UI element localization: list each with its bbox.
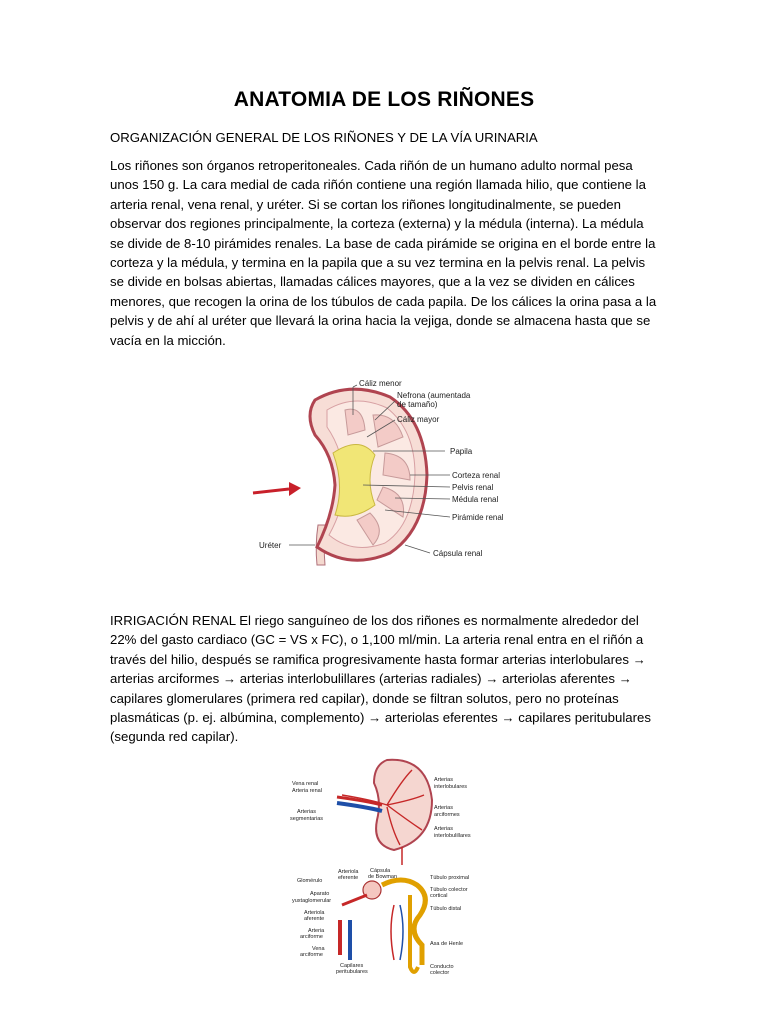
label-capsula-bowman: Cápsula bbox=[370, 868, 391, 874]
label-aparato: Aparato bbox=[310, 891, 330, 897]
label-vena-renal: Vena renal bbox=[292, 781, 319, 787]
label-glomerulo: Glomérulo bbox=[297, 878, 323, 884]
label-arteriola-aferente-2: aferente bbox=[304, 916, 325, 922]
label-caliz-mayor: Cáliz mayor bbox=[397, 415, 440, 424]
label-arteria-renal: Arteria renal bbox=[292, 788, 322, 794]
kidney-shape bbox=[374, 760, 432, 850]
arrow-head-icon bbox=[289, 482, 301, 496]
label-piramide: Pirámide renal bbox=[452, 513, 504, 522]
renal-circulation-illustration bbox=[282, 755, 500, 985]
label-ureter: Uréter bbox=[259, 541, 282, 550]
label-arciformes-2: arciformes bbox=[434, 812, 460, 818]
tubule-shape bbox=[382, 880, 425, 965]
label-vena-arciforme-2: arciforme bbox=[300, 952, 323, 958]
label-capilares: Capilares bbox=[340, 963, 364, 969]
page-title: ANATOMIA DE LOS RIÑONES bbox=[233, 88, 535, 111]
kidney-section-illustration bbox=[245, 375, 535, 575]
label-papila: Papila bbox=[450, 447, 473, 456]
label-arteria-arciforme-2: arciforme bbox=[300, 934, 323, 940]
label-capsula: Cápsula renal bbox=[433, 549, 483, 558]
section-heading: ORGANIZACIÓN GENERAL DE LOS RIÑONES Y DE LA VÍA URINARIA bbox=[110, 130, 538, 145]
label-interlobulillares-2: interlobulillares bbox=[434, 833, 471, 839]
label-arteriola-eferente-2: eferente bbox=[338, 875, 359, 881]
label-conducto-2: colector bbox=[430, 970, 450, 976]
paragraph-irrigacion: IRRIGACIÓN RENAL El riego sanguíneo de los dos riñones es normalmente alrededor del 22% del gasto cardiaco (GC = VS x FC), o 1,100 ml/min. La arteria renal entra en el riñón a través del hilio, después se ramifica progresivamente hasta formar arterias interlobulares → arterias arciformes → arterias interlobulillares (arterias radiales) → arteriolas aferentes → capilares glomerulares (primera red capilar), donde se filtran solutos, pero no proteínas plasmáticas (p. ej. albúmina, complemento) → arteriolas eferentes → capilares peritubulares (segunda red capilar). bbox=[110, 613, 651, 745]
paragraph-organizacion: Los riñones son órganos retroperitoneales. Cada riñón de un humano adulto normal pesa unos 150 g. La cara medial de cada riñón contiene una región llamada hilio, que contiene la arteria renal, vena renal, y uréter. Si se cortan los riñones longitudinalmente, se pueden observar dos regiones principalmente, la corteza (externa) y la médula (interna). La médula se divide de 8-10 pirámides renales. La base de cada pirámide se origina en el borde entre la corteza y la médula, y termina en la papila que a su vez termina en la pelvis renal. La pelvis se divide en bolsas abiertas, llamadas cálices mayores, que a la vez se dividen en cálices menores, que recogen la orina de los túbulos de cada papila. De los cálices la orina pasa a la pelvis y de ahí al uréter que llevará la orina hacia la vejiga, donde se almacena hasta que se vacía en la micción. bbox=[110, 158, 657, 348]
label-tubulo-colector: Túbulo colector bbox=[430, 887, 468, 893]
arrow-icon bbox=[253, 489, 289, 493]
label-asa-henle: Asa de Henle bbox=[430, 941, 464, 947]
renal-pelvis-shape bbox=[333, 444, 375, 516]
label-tubulo-colector-2: cortical bbox=[430, 893, 448, 899]
label-interlobulares-2: interlobulares bbox=[434, 784, 468, 790]
kidney-section-figure bbox=[245, 375, 535, 575]
label-aparato-2: yuxtaglomerular bbox=[292, 898, 332, 904]
label-pelvis: Pelvis renal bbox=[452, 483, 494, 492]
label-arterias-segmentarias: Arterias bbox=[297, 809, 316, 815]
renal-circulation-figure bbox=[282, 755, 500, 985]
label-conducto: Conducto bbox=[430, 964, 454, 970]
label-tubulo-distal: Túbulo distal bbox=[430, 906, 462, 912]
label-vena-arciforme: Vena bbox=[312, 946, 325, 952]
label-corteza: Corteza renal bbox=[452, 471, 501, 480]
label-arteriola-aferente: Arteriola bbox=[304, 910, 325, 916]
label-interlobulillares: Arterias bbox=[434, 826, 453, 832]
label-arterias-segmentarias-2: segmentarias bbox=[290, 816, 324, 822]
label-capsula-bowman-2: de Bowman bbox=[368, 874, 398, 880]
label-capilares-2: peritubulares bbox=[336, 969, 368, 975]
label-caliz-menor: Cáliz menor bbox=[359, 379, 402, 388]
label-arteriola-eferente: Arteriola bbox=[338, 869, 359, 875]
label-tubulo-proximal: Túbulo proximal bbox=[430, 875, 470, 881]
label-nefrona: Nefrona (aumentada bbox=[397, 391, 471, 400]
label-medula: Médula renal bbox=[452, 495, 499, 504]
label-nefrona-2: de tamaño) bbox=[397, 400, 438, 409]
label-arteria-arciforme: Arteria bbox=[308, 928, 325, 934]
label-interlobulares: Arterias bbox=[434, 777, 453, 783]
label-arciformes: Arterias bbox=[434, 805, 453, 811]
